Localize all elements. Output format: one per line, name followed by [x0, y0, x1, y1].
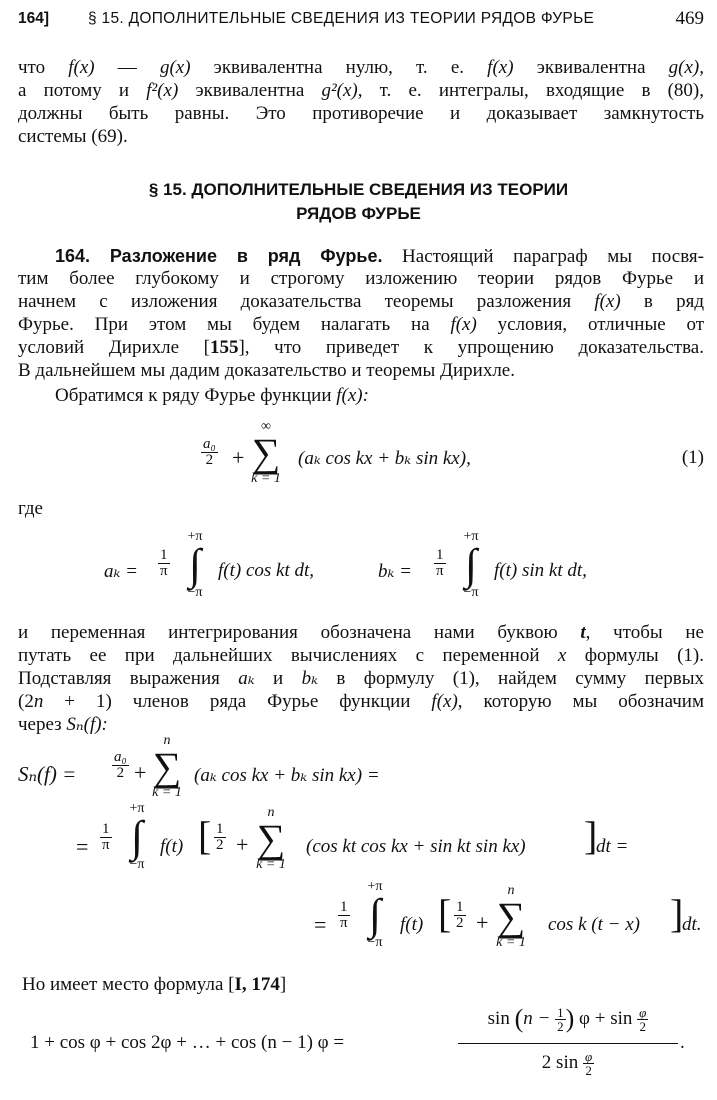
p2-line-1: и переменная интегрирования обозначена нами буквою t, чтобы не	[18, 622, 704, 643]
p3-line: Но имеет место формула [I, 174]	[22, 974, 287, 995]
header-paragraph-number: 164]	[18, 10, 50, 27]
p2-line-3: Подставляя выражения aₖ и bₖ в формулу (1), найдем сумму первых	[18, 668, 704, 689]
coef-bk-integral: +π ∫ −π	[463, 529, 479, 600]
coef-ak-integral: +π ∫ −π	[187, 529, 203, 600]
sn-row1-plus: +	[134, 760, 147, 785]
p2-line-4: (2n + 1) членов ряда Фурье функции f(x), которую мы обозначим	[18, 691, 705, 712]
p164-heading: 164. Разложение в ряд Фурье.	[55, 246, 383, 266]
coef-ak-frac: $\frac{1}{\pi}$	[160, 547, 168, 579]
section-title-line-2: РЯДОВ ФУРЬЕ	[296, 204, 421, 223]
sn-row3-rbracket: ]	[670, 891, 684, 936]
sn-row1-sum: n ∑ k = 1	[152, 733, 182, 800]
sn-row3-plus: +	[476, 910, 489, 935]
p2-line-2: путать ее при дальнейших вычислениях с переменной x формулы (1).	[18, 645, 704, 666]
sn-row3-lbracket: [	[438, 891, 452, 936]
sn-row3-body: cos k (t − x)	[548, 914, 640, 935]
coef-bk: bₖ =	[378, 561, 413, 582]
coef-bk-body: f(t) sin kt dt,	[494, 560, 587, 581]
sn-row3-integral: +π ∫ −π	[367, 879, 383, 950]
sn-row2-half: $\frac{1}{2}$	[216, 821, 224, 853]
coef-ak: aₖ =	[104, 561, 139, 582]
sn-row2-sum: n ∑ k = 1	[256, 805, 286, 872]
sn-row2-ft: f(t)	[160, 836, 184, 857]
sn-row2-plus: +	[236, 832, 249, 857]
intro-line-3: должны быть равны. Это противоречие и доказывает замкнутость	[18, 103, 704, 124]
eq1-body: (aₖ cos kx + bₖ sin kx),	[298, 448, 471, 469]
eq1-sum: ∞ ∑ k = 1	[251, 419, 281, 486]
sn-row2-body: (cos kt cos kx + sin kt sin kx)	[306, 836, 526, 857]
where-word: где	[18, 498, 43, 519]
intro-line-2: а потому и f²(x) эквивалентна g²(x), т. е. интегралы, входящие в (80),	[18, 80, 704, 101]
sn-row2-integral: +π ∫ −π	[129, 801, 145, 872]
sn-row3-end: dt.	[682, 914, 702, 935]
sn-row3-eq: =	[314, 912, 327, 937]
p164-line-5: условий Дирихле [155], что приведет к упрощению доказательства.	[18, 337, 704, 358]
header-running-title: § 15. ДОПОЛНИТЕЛЬНЫЕ СВЕДЕНИЯ ИЗ ТЕОРИИ РЯДОВ ФУРЬЕ	[88, 10, 595, 27]
p164-line-1: 164. Разложение в ряд Фурье. Настоящий параграф мы посвя-	[55, 246, 704, 267]
final-denominator: 2 sin $\frac{\varphi}{2}$	[541, 1049, 593, 1078]
p164-line-2: тим более глубокому и строгому изложению теории рядов Фурье и	[18, 268, 704, 289]
p164-line-7: Обратимся к ряду Фурье функции f(x):	[55, 385, 369, 406]
coef-bk-frac: $\frac{1}{\pi}$	[436, 547, 444, 579]
final-period: .	[680, 1032, 685, 1053]
sn-row2-frac: $\frac{1}{\pi}$	[102, 821, 110, 853]
sn-row1-body: (aₖ cos kx + bₖ sin kx) =	[194, 765, 380, 786]
coef-ak-body: f(t) cos kt dt,	[218, 560, 315, 581]
intro-line-1: что f(x) — g(x) эквивалентна нулю, т. е. f(x) эквивалентна g(x),	[18, 57, 705, 78]
header-page-number: 469	[675, 8, 704, 29]
sn-row3-sum: n ∑ k = 1	[496, 883, 526, 950]
p164-line-6: В дальнейшем мы дадим доказательство и теоремы Дирихле.	[18, 360, 515, 381]
intro-line-4: системы (69).	[18, 126, 128, 147]
p164-line-3: начнем с изложения доказательства теоремы разложения f(x) в ряд	[18, 291, 704, 312]
section-title-line-1: § 15. ДОПОЛНИТЕЛЬНЫЕ СВЕДЕНИЯ ИЗ ТЕОРИИ	[148, 180, 569, 199]
final-numerator: sin (n − $\frac{1}{2}$ ) φ + sin $\frac{\varphi}{2}$	[487, 1004, 647, 1035]
sn-row3-frac: $\frac{1}{\pi}$	[340, 899, 348, 931]
final-fraction-bar	[458, 1043, 678, 1044]
sn-lhs: Sₙ(f) =	[18, 762, 77, 786]
eq1-plus: +	[232, 445, 245, 470]
p2-line-5: через Sₙ(f):	[18, 714, 108, 735]
sn-row2-eq: =	[76, 834, 89, 859]
sn-row2-rbracket: ]	[584, 813, 598, 858]
sn-row2-lbracket: [	[198, 813, 212, 858]
sn-row3-half: $\frac{1}{2}$	[456, 899, 464, 931]
sn-row2-end: dt =	[596, 836, 629, 857]
eq1-number: (1)	[681, 447, 704, 468]
final-lhs: 1 + cos φ + cos 2φ + … + cos (n − 1) φ =	[30, 1032, 345, 1053]
sn-row3-ft: f(t)	[400, 914, 424, 935]
eq1-frac: $\frac{\text{a₀}}{2}$	[203, 436, 216, 468]
p164-line-4: Фурье. При этом мы будем налагать на f(x) условия, отличные от	[18, 314, 705, 335]
sn-row1-frac: $\frac{\text{a₀}}{2}$	[114, 749, 127, 781]
